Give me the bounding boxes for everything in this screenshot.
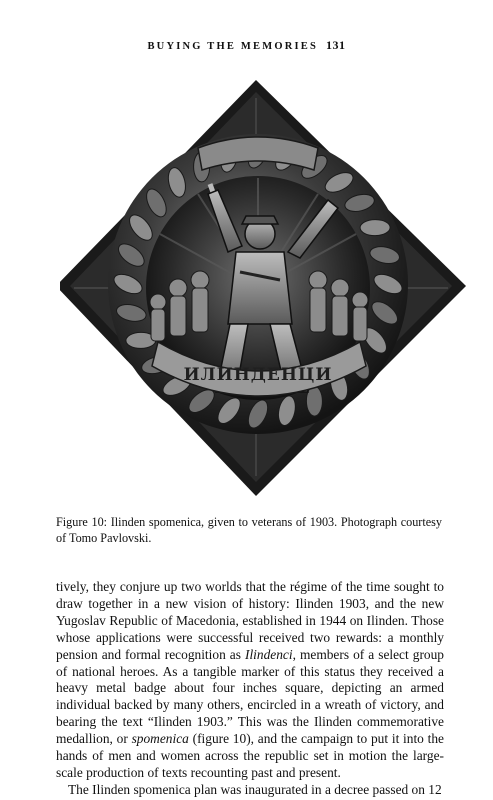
- laurel-leaf: [360, 219, 390, 235]
- paragraph-1-text-a: tively, they conjure up two worlds that the régime of the time sought to draw together in a new vision of history: Ilinden 1903, and the new Yugoslav Republic of Macedonia, established in 1944 on Ilinden. Those whose applications were successful received two rewards: a monthly pension and formal recognition as: [56, 579, 444, 662]
- paragraph-2: The Ilinden spomenica plan was inaugurated in a decree passed on 12: [68, 781, 442, 797]
- running-head-title: BUYING THE MEMORIES: [147, 41, 319, 52]
- paragraph-1-italic-spomenica: spomenica: [131, 731, 189, 747]
- paragraph-1: [56, 579, 444, 782]
- laurel-leaf: [306, 386, 322, 416]
- paragraph-1-text-e: (figure 10), and the campaign to put it into the hands of men and women across the republic set in motion the large-scale production of texts recounting past and present.: [56, 731, 444, 780]
- page-number: 131: [326, 38, 346, 52]
- badge-photograph: [60, 74, 472, 504]
- body-text: [56, 579, 444, 799]
- paragraph-1-text-c: , members of a select group of national heroes. As a tangible marker of this status they received a heavy metal badge about four inches square, depicting an armed individual backed by many others, encircled in a wreath of victory, and bearing the text “Ilinden 1903.” This was the Ilinden commemorative medallion, or: [56, 646, 444, 747]
- figure-caption: Figure 10: Ilinden spomenica, given to veterans of 1903. Photograph courtesy of Tomo Pavlovski.: [56, 515, 442, 545]
- running-header: [0, 38, 493, 53]
- paragraph-1-italic-ilindenci: Ilindenci: [244, 646, 293, 662]
- badge-banner-text: ИЛИНДЕНЦИ: [183, 365, 333, 385]
